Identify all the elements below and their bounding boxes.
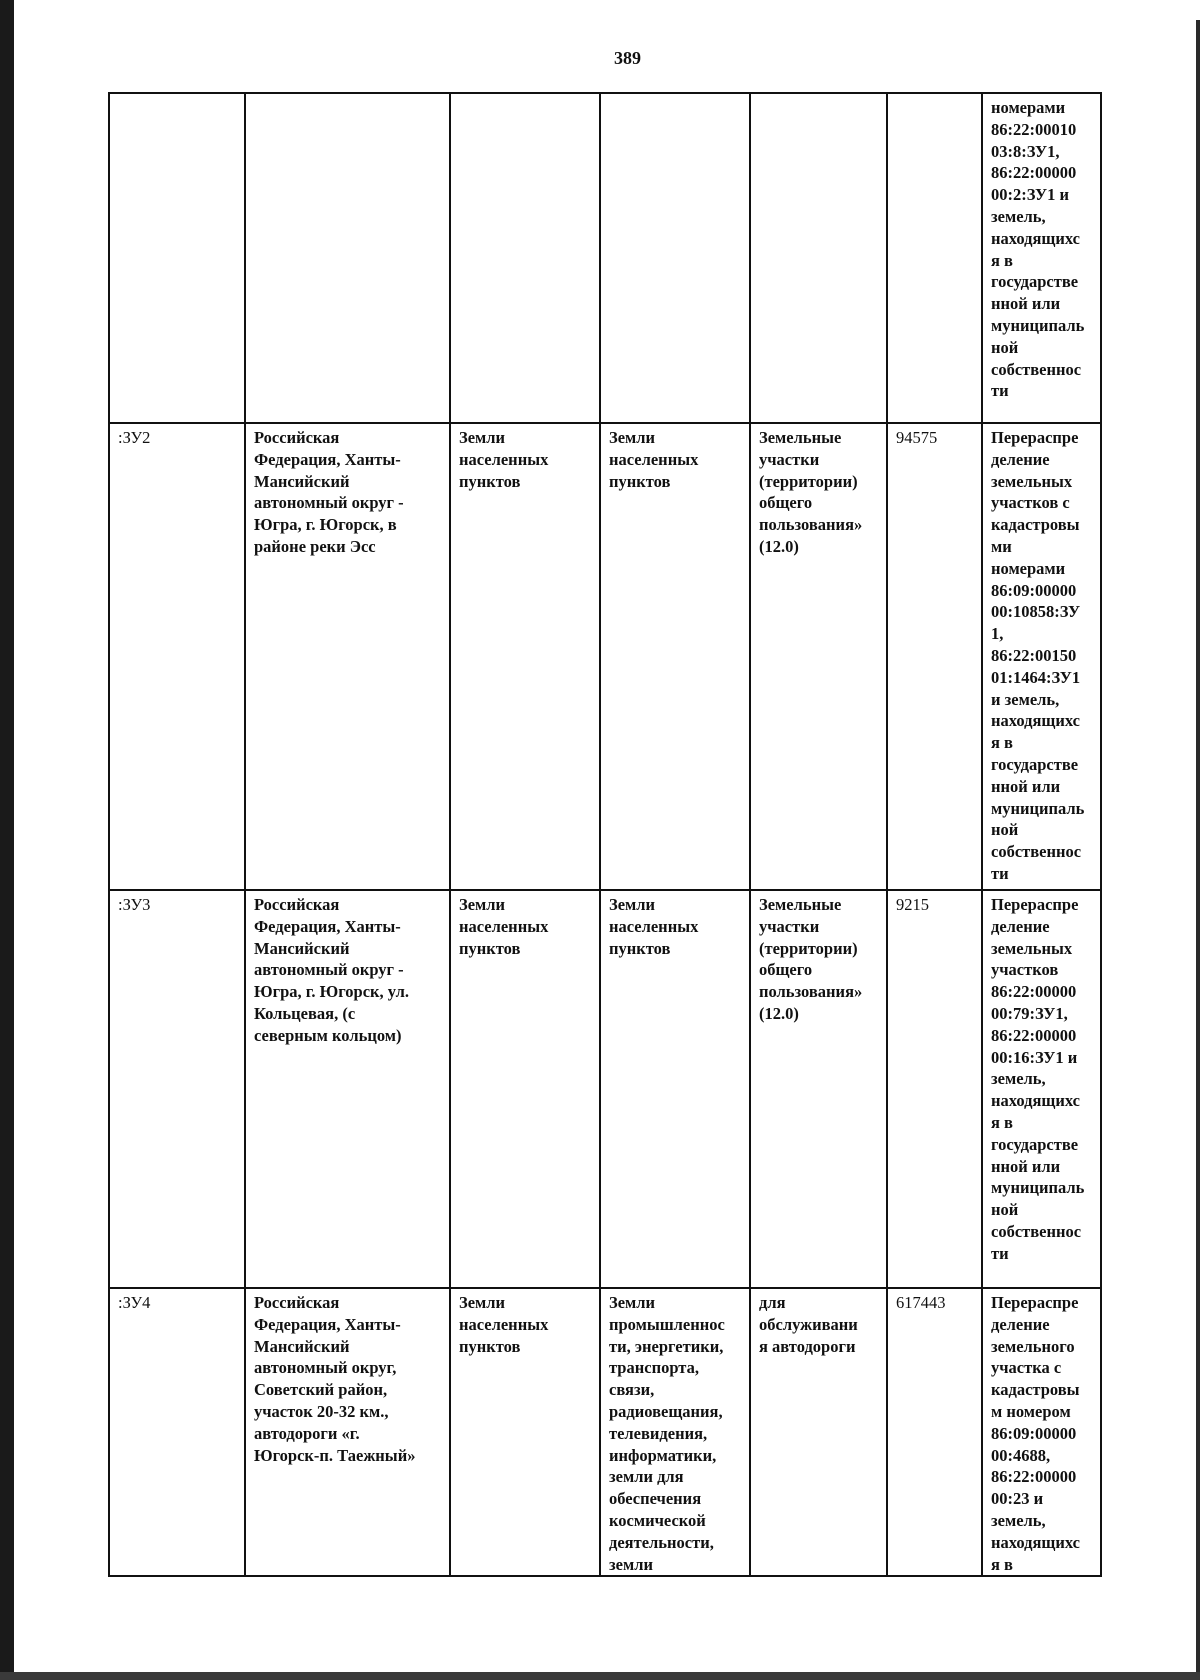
plot-id-cell: :ЗУ2 <box>109 423 245 890</box>
land-category-cell: Земли населенных пунктов <box>450 423 600 890</box>
location-cell: Российская Федерация, Ханты- Мансийский автономный округ - Югра, г. Югорск, ул. Кольцевая, (с северным кольцом) <box>245 890 450 1288</box>
scan-edge-left <box>0 0 14 1680</box>
table-row <box>109 423 1101 890</box>
location-cell: Российская Федерация, Ханты- Мансийский автономный округ, Советский район, участок 20-32 км., автодороги «г. Югорск-п. Таежный» <box>245 1288 450 1576</box>
land-category-2-cell: Земли населенных пунктов <box>600 423 750 890</box>
area-cell: 9215 <box>887 890 982 1288</box>
land-category-2-cell: Земли промышленнос ти, энергетики, транспорта, связи, радиовещания, телевидения, информатики, земли для обеспечения космической деятельности, земли <box>600 1288 750 1576</box>
land-category-2-cell <box>600 93 750 423</box>
area-cell: 617443 <box>887 1288 982 1576</box>
formation-method-cell: Перераспре деление земельного участка с кадастровы м номером 86:09:00000 00:4688, 86:22:00000 00:23 и земель, находящихс я в <box>982 1288 1101 1576</box>
location-cell: Российская Федерация, Ханты- Мансийский автономный округ - Югра, г. Югорск, в районе реки Эсс <box>245 423 450 890</box>
location-cell <box>245 93 450 423</box>
permitted-use-cell: для обслуживани я автодороги <box>750 1288 887 1576</box>
page-number: 389 <box>614 48 641 68</box>
land-plots-table <box>108 92 1102 1577</box>
table-row <box>109 890 1101 1288</box>
formation-method-cell: Перераспре деление земельных участков с кадастровы ми номерами 86:09:00000 00:10858:ЗУ 1, 86:22:00150 01:1464:ЗУ1 и земель, находящихс я в государстве нной или муниципаль ной собственнос ти <box>982 423 1101 890</box>
permitted-use-cell: Земельные участки (территории) общего пользования» (12.0) <box>750 890 887 1288</box>
formation-method-cell: номерами 86:22:00010 03:8:ЗУ1, 86:22:00000 00:2:ЗУ1 и земель, находящихс я в государстве нной или муниципаль ной собственнос ти <box>982 93 1101 423</box>
land-category-cell: Земли населенных пунктов <box>450 890 600 1288</box>
permitted-use-cell <box>750 93 887 423</box>
plot-id-cell: :ЗУ4 <box>109 1288 245 1576</box>
area-cell <box>887 93 982 423</box>
area-cell: 94575 <box>887 423 982 890</box>
table-row <box>109 93 1101 423</box>
plot-id-cell: :ЗУ3 <box>109 890 245 1288</box>
plot-id-cell <box>109 93 245 423</box>
scan-edge-bottom <box>0 1672 1200 1680</box>
table-row <box>109 1288 1101 1576</box>
land-category-cell: Земли населенных пунктов <box>450 1288 600 1576</box>
scan-edge-right <box>1196 20 1200 1680</box>
permitted-use-cell: Земельные участки (территории) общего пользования» (12.0) <box>750 423 887 890</box>
land-category-2-cell: Земли населенных пунктов <box>600 890 750 1288</box>
formation-method-cell: Перераспре деление земельных участков 86:22:00000 00:79:ЗУ1, 86:22:00000 00:16:ЗУ1 и земель, находящихс я в государстве нной или муниципаль ной собственнос ти <box>982 890 1101 1288</box>
land-category-cell <box>450 93 600 423</box>
